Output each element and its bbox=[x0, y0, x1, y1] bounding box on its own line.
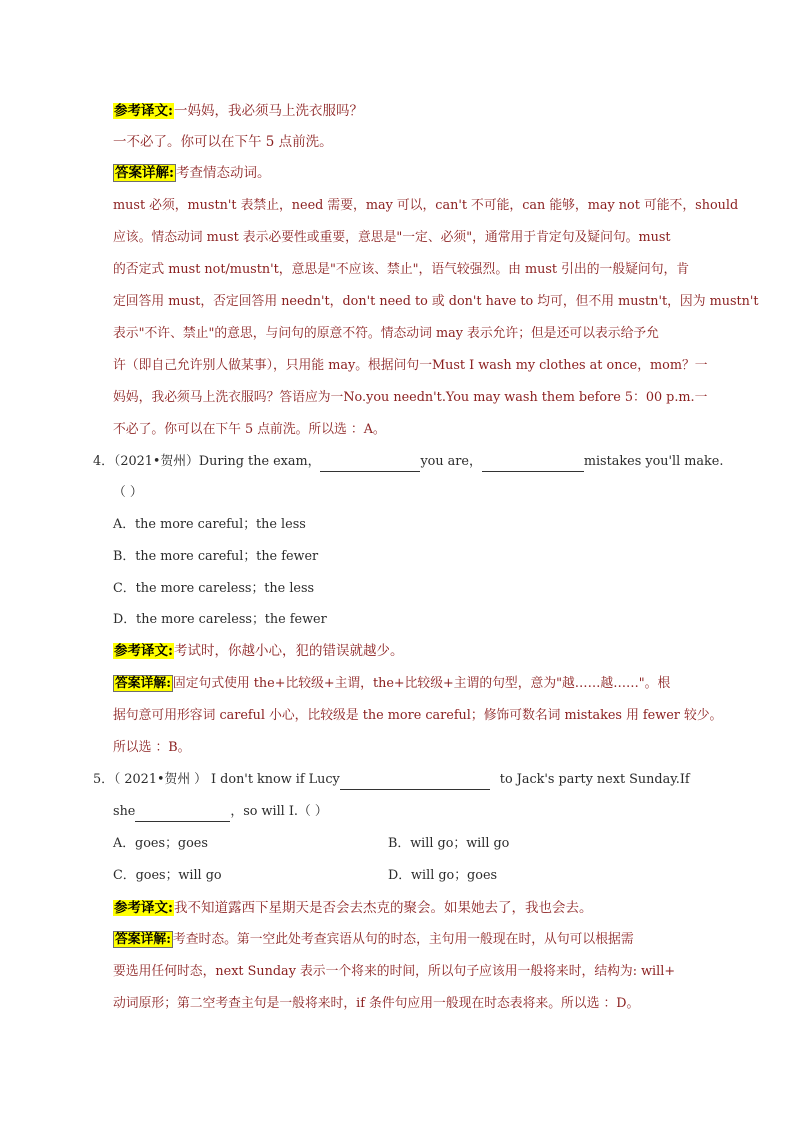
q4-explain-line: 所以选 ：B。 bbox=[113, 740, 191, 755]
q4-stem-part: 4．（2021•贺州）During the exam， bbox=[93, 454, 321, 469]
q5-translation bbox=[113, 898, 592, 918]
q4-option-a: A．the more careful；the less bbox=[113, 517, 306, 532]
q4-option-c: C．the more careless；the less bbox=[113, 581, 315, 596]
q3-explain-line: 的否定式 must not/mustn't，意思是"不应该、禁止"，语气较强烈。由 must 引出的一般疑问句，肯 bbox=[113, 262, 690, 277]
q5-stem-part: ，so will I.（ ） bbox=[230, 804, 328, 819]
translation-text: 我不知道露西下星期天是否会去杰克的聚会。如果她去了，我也会去。 bbox=[173, 900, 593, 916]
translation-text: 一妈妈，我必须马上洗衣服吗？ bbox=[173, 103, 363, 119]
explain-tag: 答案详解: bbox=[115, 676, 171, 691]
answer-blank bbox=[340, 775, 490, 790]
explain-tag: 答案详解: bbox=[115, 165, 174, 181]
q3-explain-line: 表示"不许、禁止"的意思，与问句的原意不符。情态动词 may 表示允许；但是还可以表示给予允 bbox=[113, 326, 659, 341]
q4-stem-part: mistakes you'll make. bbox=[583, 454, 724, 469]
q3-explain-line: must 必须，mustn't 表禁止，need 需要，may 可以，can't 不可能，can 能够，may not 可能不，should bbox=[113, 198, 739, 213]
q5-explain-line: 要选用任何时态，next Sunday 表示一个将来的时间，所以句子应该用一般将来时，结构为: will+ bbox=[113, 964, 676, 979]
translation-tag: 参考译文: bbox=[114, 643, 173, 659]
q5-stem-part: to Jack's party next Sunday.If bbox=[499, 772, 690, 787]
q3-explain-header bbox=[113, 163, 270, 183]
q4-option-b: B．the more careful；the fewer bbox=[113, 549, 319, 564]
q5-option-b: B．will go；will go bbox=[388, 836, 510, 851]
q3-explain-line: 应该。情态动词 must 表示必要性或重要，意思是"一定、必须"，通常用于肯定句及疑问句。must bbox=[113, 230, 671, 245]
answer-blank bbox=[482, 457, 584, 472]
q5-option-a: A．goes；goes bbox=[113, 836, 208, 851]
explain-line: 固定句式使用 the+比较级+主谓，the+比较级+主谓的句型，意为"越……越……"。根 bbox=[172, 676, 671, 691]
q5-stem-line2 bbox=[113, 802, 328, 822]
q5-option-c: C．goes；will go bbox=[113, 868, 222, 883]
q5-stem-part: she bbox=[113, 804, 136, 819]
q4-translation bbox=[113, 641, 403, 661]
answer-blank bbox=[135, 807, 230, 822]
q5-explain-header bbox=[113, 930, 634, 950]
q5-explain-line: 动词原形；第二空考查主句是一般将来时，if 条件句应用一般现在时态表将来。所以选 ：D。 bbox=[113, 996, 640, 1011]
q4-stem-part: you are， bbox=[420, 454, 482, 469]
q3-translation bbox=[113, 101, 363, 121]
explain-intro: 考查情态动词。 bbox=[175, 165, 271, 181]
q3-translation-line2: 一不必了。你可以在下午 5 点前洗。 bbox=[113, 134, 333, 150]
translation-tag: 参考译文: bbox=[114, 900, 173, 916]
q3-explain-line: 许（即自己允许别人做某事），只用能 may。根据问句一Must I wash my clothes at once，mom？一 bbox=[113, 358, 708, 373]
explain-tag: 答案详解: bbox=[115, 932, 171, 947]
q4-explain-line: 据句意可用形容词 careful 小心，比较级是 the more careful；修饰可数名词 mistakes 用 fewer 较少。 bbox=[113, 708, 723, 723]
q3-explain-line: 不必了。你可以在下午 5 点前洗。所以选 ：A。 bbox=[113, 422, 386, 437]
answer-blank bbox=[320, 457, 420, 472]
q5-stem-part: 5．（ 2021•贺州 ） I don't know if Lucy bbox=[93, 772, 340, 787]
translation-text: 考试时，你越小心，犯的错误就越少。 bbox=[173, 643, 404, 659]
explain-line: 考查时态。第一空此处考查宾语从句的时态，主句用一般现在时，从句可以根据需 bbox=[172, 932, 634, 947]
q4-paren: （ ） bbox=[113, 485, 143, 500]
q3-explain-line: 妈妈，我必须马上洗衣服吗？答语应为一No.you needn't.You may wash them before 5：00 p.m.一 bbox=[113, 390, 708, 405]
q4-option-d: D．the more careless；the fewer bbox=[113, 612, 327, 627]
q5-stem bbox=[93, 770, 690, 790]
q3-explain-line: 定回答用 must，否定回答用 needn't，don't need to 或 don't have to 均可，但不用 mustn't，因为 mustn't bbox=[113, 294, 759, 309]
q4-stem bbox=[93, 452, 723, 472]
q5-option-d: D．will go；goes bbox=[388, 868, 498, 883]
q4-explain-header bbox=[113, 674, 670, 694]
translation-tag: 参考译文: bbox=[114, 103, 173, 119]
